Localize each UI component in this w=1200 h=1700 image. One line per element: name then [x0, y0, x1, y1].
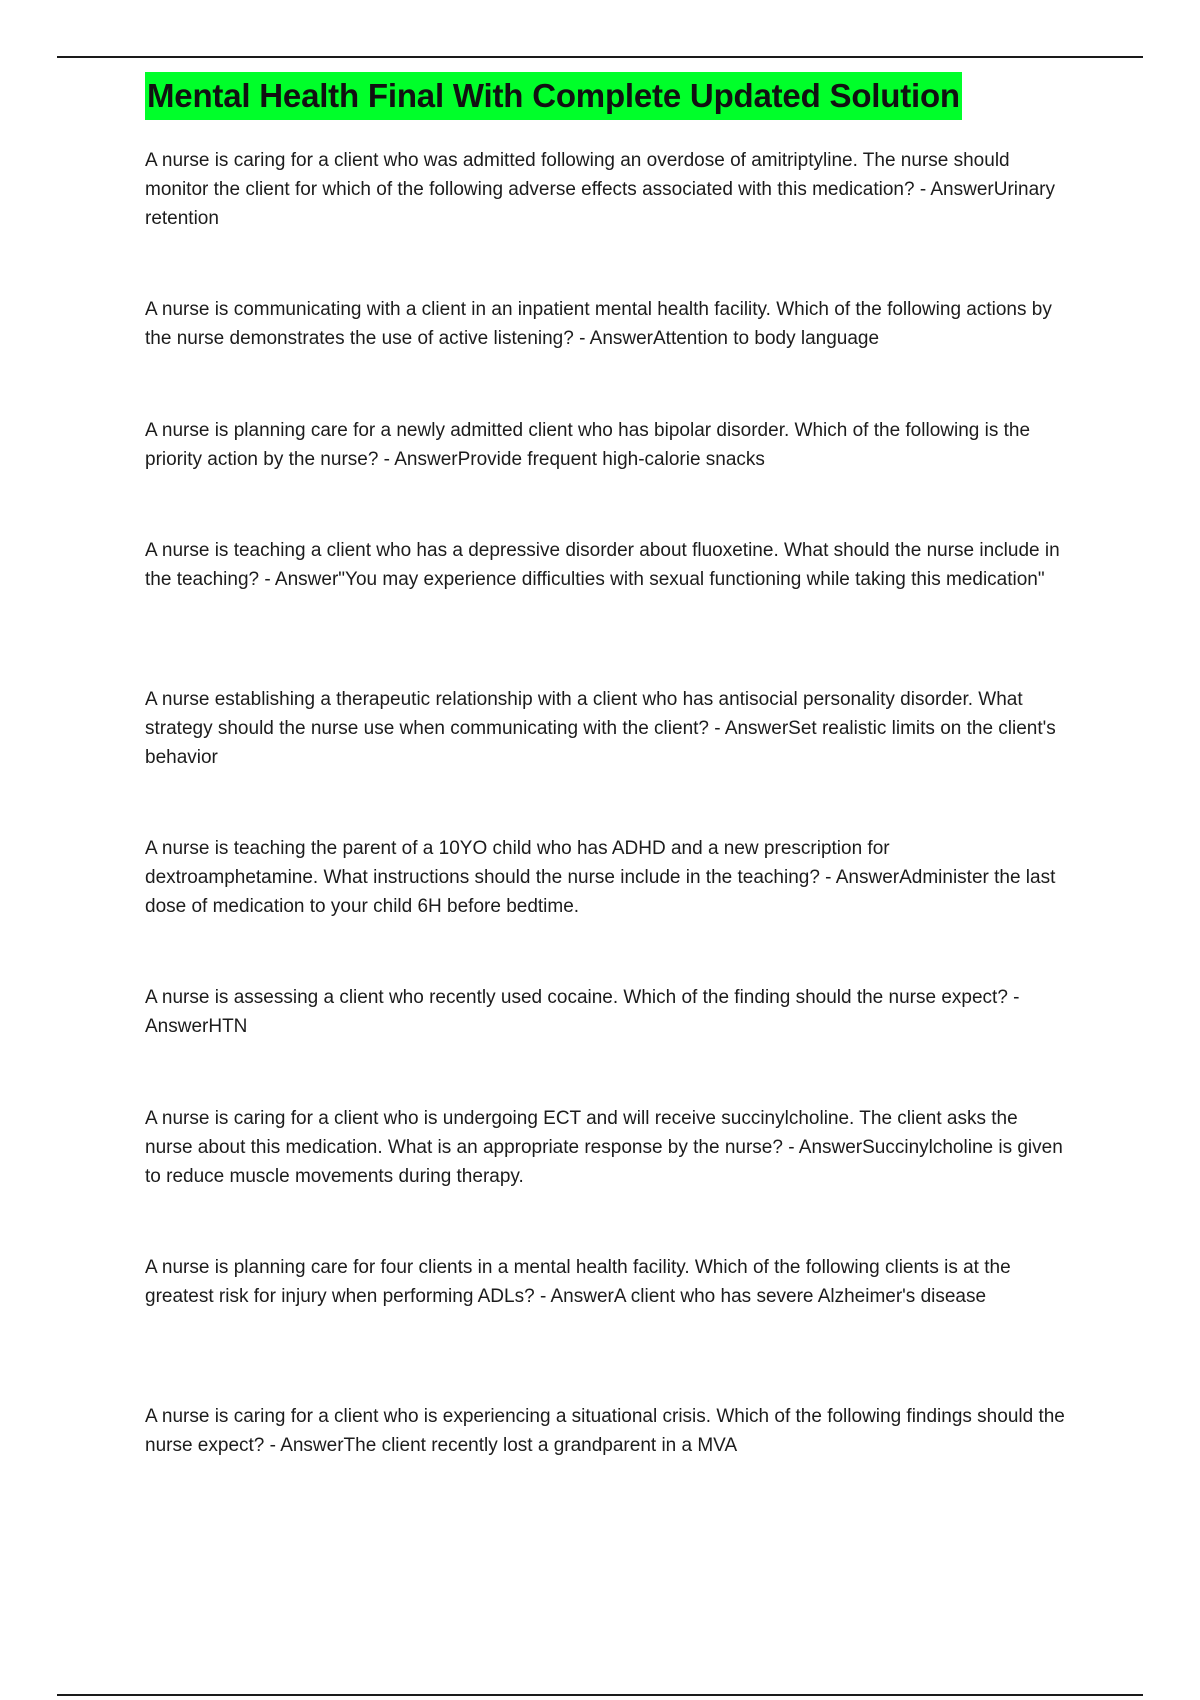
top-rule [57, 56, 1143, 58]
document-title: Mental Health Final With Complete Updated Solution [145, 72, 962, 120]
question-answer-2: A nurse is communicating with a client in an inpatient mental health facility. Which of the following actions by the nurse demonstrates the use of active listening? - AnswerAttention to body language [145, 299, 1052, 349]
question-answer-8: A nurse is caring for a client who is undergoing ECT and will receive succinylcholine. The client asks the nurse about this medication. What is an appropriate response by the nurse? - AnswerSuccinylcholine is given to reduce muscle movements during therapy. [145, 1108, 1063, 1187]
question-answer-7: A nurse is assessing a client who recently used cocaine. Which of the finding should the nurse expect? - AnswerHTN [145, 987, 1020, 1037]
question-answer-9: A nurse is planning care for four clients in a mental health facility. Which of the following clients is at the greatest risk for injury when performing ADLs? - AnswerA client who has severe Alzheimer's disease [145, 1257, 1011, 1307]
bottom-rule [57, 1694, 1143, 1696]
question-answer-10: A nurse is caring for a client who is experiencing a situational crisis. Which of the following findings should the nurse expect? - AnswerThe client recently lost a grandparent in a MVA [145, 1406, 1065, 1456]
question-answer-5: A nurse establishing a therapeutic relationship with a client who has antisocial personality disorder. What strategy should the nurse use when communicating with the client? - AnswerSet realistic limits on the client's behavior [145, 689, 1056, 768]
question-answer-3: A nurse is planning care for a newly admitted client who has bipolar disorder. Which of the following is the priority action by the nurse? - AnswerProvide frequent high-calorie snacks [145, 420, 1031, 470]
question-answer-6: A nurse is teaching the parent of a 10YO child who has ADHD and a new prescription for dextroamphetamine. What instructions should the nurse include in the teaching? - AnswerAdminister the last dose of medication to your child 6H before bedtime. [145, 838, 1056, 917]
question-answer-1: A nurse is caring for a client who was admitted following an overdose of amitriptyline. The nurse should monitor the client for which of the following adverse effects associated with this medication? - AnswerUrinary retention [145, 150, 1055, 229]
question-answer-4: A nurse is teaching a client who has a depressive disorder about fluoxetine. What should the nurse include in the teaching? - Answer"You may experience difficulties with sexual functioning while taking this medication" [145, 540, 1060, 590]
